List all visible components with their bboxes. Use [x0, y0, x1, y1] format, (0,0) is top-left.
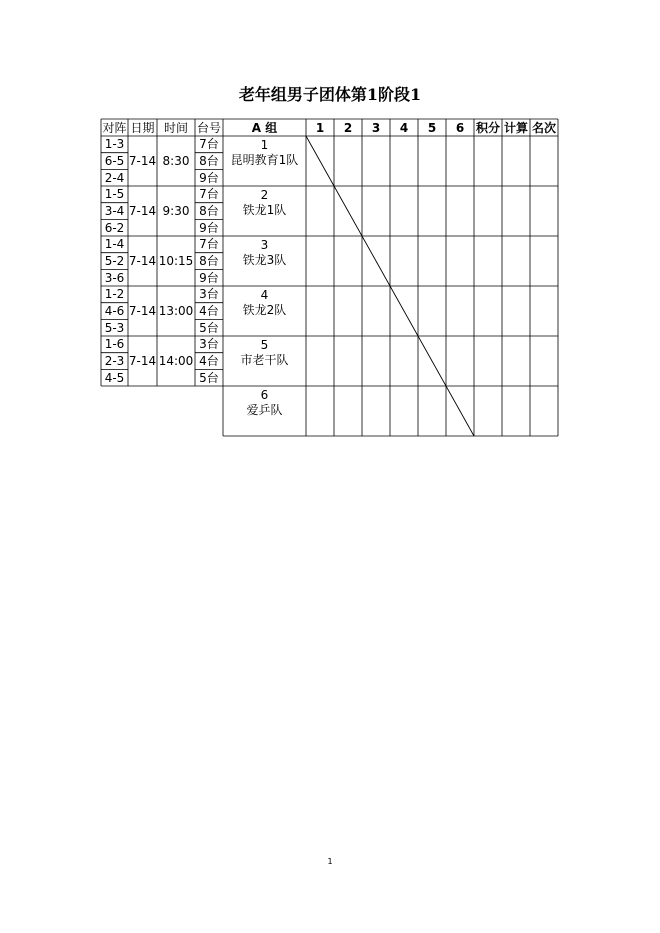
- table-number: 7台: [199, 137, 219, 152]
- table-number: 5台: [199, 370, 219, 385]
- match-pair: 1-3: [104, 137, 125, 152]
- team-name: 铁龙3队: [242, 253, 287, 267]
- team-cell: [223, 336, 306, 386]
- match-pair: 4-5: [104, 370, 125, 385]
- table-number: 3台: [199, 337, 219, 352]
- match-date: 7-14: [128, 204, 157, 218]
- match-pair: 3-4: [104, 204, 125, 219]
- header-col-6: 6: [455, 120, 465, 135]
- team-number: 1: [260, 138, 269, 152]
- match-time: 14:00: [158, 354, 194, 368]
- table-number: 4台: [199, 304, 219, 319]
- match-date: 7-14: [128, 154, 157, 168]
- match-pair: 6-5: [104, 154, 125, 169]
- match-time: 8:30: [162, 154, 190, 168]
- team-number: 4: [260, 288, 269, 302]
- team-cell: [223, 386, 306, 436]
- match-time: 10:15: [158, 254, 194, 268]
- header-table: 台号: [196, 120, 221, 135]
- header-points: 积分: [475, 120, 500, 135]
- team-cell: [223, 236, 306, 286]
- match-pair: 3-6: [104, 270, 125, 285]
- header-pair: 对阵: [102, 120, 127, 135]
- team-number: 6: [260, 388, 269, 402]
- table-number: 3台: [199, 287, 219, 302]
- team-cell: [223, 136, 306, 186]
- header-calc: 计算: [503, 120, 528, 135]
- team-name: 铁龙1队: [242, 203, 287, 217]
- match-pair: 6-2: [104, 220, 125, 235]
- table-number: 9台: [199, 220, 219, 235]
- table-number: 9台: [199, 270, 219, 285]
- header-group: A 组: [251, 120, 278, 135]
- header-time: 时间: [163, 120, 188, 135]
- match-date: 7-14: [128, 304, 157, 318]
- page-number: 1: [327, 857, 333, 866]
- header-col-3: 3: [371, 120, 381, 135]
- table-number: 5台: [199, 320, 219, 335]
- team-name: 爱乒队: [246, 403, 283, 417]
- table-number: 7台: [199, 187, 219, 202]
- header-rank: 名次: [531, 120, 556, 135]
- match-date: 7-14: [128, 354, 157, 368]
- match-pair: 5-3: [104, 320, 125, 335]
- match-pair: 1-5: [104, 187, 125, 202]
- table-number: 9台: [199, 170, 219, 185]
- header-col-1: 1: [315, 120, 325, 135]
- document-title: 老年组男子团体第1阶段1: [238, 85, 422, 104]
- match-pair: 2-3: [104, 354, 125, 369]
- header-col-2: 2: [343, 120, 353, 135]
- team-number: 3: [260, 238, 269, 252]
- table-number: 8台: [199, 254, 219, 269]
- table-number: 8台: [199, 154, 219, 169]
- match-pair: 2-4: [104, 170, 125, 185]
- match-pair: 1-6: [104, 337, 125, 352]
- match-time: 9:30: [162, 204, 190, 218]
- team-number: 5: [260, 338, 269, 352]
- table-number: 4台: [199, 354, 219, 369]
- match-time: 13:00: [158, 304, 194, 318]
- team-name: 铁龙2队: [242, 303, 287, 317]
- team-number: 2: [260, 188, 269, 202]
- match-pair: 1-2: [104, 287, 125, 302]
- header-col-4: 4: [399, 120, 409, 135]
- team-cell: [223, 286, 306, 336]
- table-number: 7台: [199, 237, 219, 252]
- match-pair: 5-2: [104, 254, 125, 269]
- match-pair: 1-4: [104, 237, 125, 252]
- header-col-5: 5: [427, 120, 437, 135]
- match-date: 7-14: [128, 254, 157, 268]
- header-date: 日期: [130, 120, 155, 135]
- team-cell: [223, 186, 306, 236]
- table-number: 8台: [199, 204, 219, 219]
- team-name: 市老干队: [240, 353, 289, 367]
- match-pair: 4-6: [104, 304, 125, 319]
- team-name: 昆明教育1队: [230, 153, 299, 167]
